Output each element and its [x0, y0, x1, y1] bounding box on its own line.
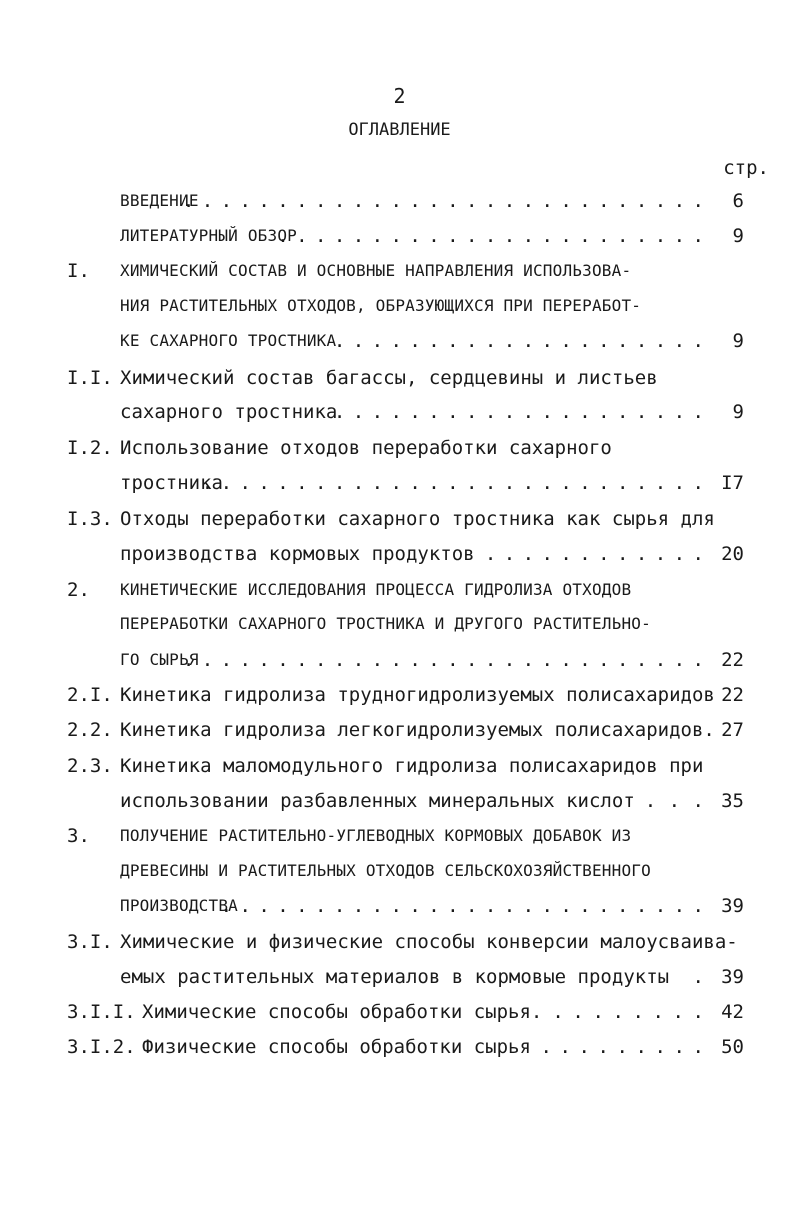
- toc-page-number[interactable]: 22: [721, 684, 744, 706]
- toc-entry-text[interactable]: сахарного тростника: [120, 401, 338, 423]
- page-column-label: стр.: [723, 157, 769, 179]
- section-number: 3.I.: [67, 931, 113, 953]
- toc-entry-text[interactable]: Кинетика гидролиза трудногидролизуемых полисахаридов: [120, 684, 715, 706]
- toc-entry-text[interactable]: Кинетика гидролиза легкогидролизуемых полисахаридов.: [120, 719, 715, 741]
- toc-line: [0, 752, 799, 780]
- dot-leader: . . . . . . . . . . . . . . . . . . . .: [333, 401, 704, 423]
- toc-page-number[interactable]: 50: [721, 1036, 744, 1058]
- section-number: I.I.: [67, 367, 113, 389]
- toc-page-number[interactable]: 20: [721, 543, 744, 565]
- section-number: 3.: [67, 825, 90, 847]
- toc-page-number[interactable]: 27: [721, 719, 744, 741]
- toc-line: [0, 576, 799, 604]
- toc-entry-text[interactable]: ВВЕДЕНИЕ: [120, 191, 199, 210]
- toc-page-number[interactable]: 9: [732, 225, 744, 247]
- toc-entry-text[interactable]: тростника: [120, 472, 223, 494]
- section-number: 2.2.: [67, 719, 113, 741]
- toc-line: [0, 822, 799, 850]
- section-number: 3.I.I.: [67, 1001, 136, 1023]
- dot-leader: . . . . . . . . . . . . . . . . . . . . . . .: [277, 225, 704, 247]
- toc-entry-text[interactable]: ХИМИЧЕСКИЙ СОСТАВ И ОСНОВНЫЕ НАПРАВЛЕНИЯ ИСПОЛЬЗОВА-: [120, 261, 632, 280]
- toc-line: [0, 505, 799, 533]
- toc-line: [0, 222, 799, 250]
- toc-page-number[interactable]: 6: [732, 190, 744, 212]
- dot-leader: . . . . . . . . .: [540, 1036, 704, 1058]
- toc-entry-text[interactable]: Отходы переработки сахарного тростника как сырья для: [120, 508, 715, 530]
- toc-line: [0, 434, 799, 462]
- toc-entry-text[interactable]: Химические способы обработки сырья.: [142, 1001, 543, 1023]
- toc-line: [0, 187, 799, 215]
- toc-entry-text[interactable]: Химический состав багассы, сердцевины и листьев: [120, 367, 658, 389]
- toc-line: [0, 540, 799, 568]
- toc-page-number[interactable]: 39: [721, 895, 744, 917]
- toc-line: [0, 787, 799, 815]
- dot-leader: . . . . . . . . . . . . . . . . . . . . . . . . . . .: [201, 472, 704, 494]
- toc-page-number[interactable]: 9: [732, 401, 744, 423]
- toc-heading: ОГЛАВЛЕНИЕ: [348, 120, 451, 140]
- toc-line: [0, 646, 799, 674]
- toc-entry-text[interactable]: ДРЕВЕСИНЫ И РАСТИТЕЛЬНЫХ ОТХОДОВ СЕЛЬСКОХОЗЯЙСТВЕННОГО: [120, 861, 651, 880]
- dot-leader: . . . . . . . .: [552, 1001, 704, 1023]
- toc-page-number[interactable]: I7: [721, 472, 744, 494]
- toc-entry-text[interactable]: Химические и физические способы конверсии малоусваива-: [120, 931, 738, 953]
- toc-entry-text[interactable]: КЕ САХАРНОГО ТРОСТНИКА: [120, 331, 337, 350]
- dot-leader: . . . . . . . . . . . . . . . . . . . . . . . . . . . .: [182, 190, 704, 212]
- section-number: 2.: [67, 579, 90, 601]
- toc-page-number[interactable]: 22: [721, 649, 744, 671]
- section-number: 2.I.: [67, 684, 113, 706]
- toc-page-number[interactable]: 9: [732, 330, 744, 352]
- toc-entry-text[interactable]: емых растительных материалов в кормовые продукты: [120, 966, 670, 988]
- dot-leader: . . . . . . . . . . . . . . . . . . . . . . . . . . . .: [182, 649, 704, 671]
- toc-line: [0, 963, 799, 991]
- toc-line: [0, 327, 799, 355]
- toc-line: [0, 257, 799, 285]
- toc-line: [0, 857, 799, 885]
- dot-leader: . . . . . . . . . . . .: [484, 543, 704, 565]
- dot-leader: .: [692, 966, 704, 988]
- toc-entry-text[interactable]: Физические способы обработки сырья: [142, 1036, 531, 1058]
- toc-entry-text[interactable]: производства кормовых продуктов: [120, 543, 475, 565]
- toc-line: [0, 610, 799, 638]
- toc-entry-text[interactable]: ЛИТЕРАТУРНЫЙ ОБЗОР: [120, 226, 297, 245]
- section-number: 2.3.: [67, 755, 113, 777]
- toc-line: [0, 681, 799, 709]
- section-number: I.: [67, 260, 90, 282]
- section-number: I.2.: [67, 437, 113, 459]
- toc-entry-text[interactable]: ПЕРЕРАБОТКИ САХАРНОГО ТРОСТНИКА И ДРУГОГО РАСТИТЕЛЬНО-: [120, 614, 651, 633]
- dot-leader: . . . . . . . . . . . . . . . . . . . . . . . . . .: [220, 895, 704, 917]
- toc-line: [0, 292, 799, 320]
- toc-line: [0, 469, 799, 497]
- toc-entry-text[interactable]: ПРОИЗВОДСТВА: [120, 896, 238, 915]
- toc-entry-text[interactable]: Кинетика маломодульного гидролиза полисахаридов при: [120, 755, 704, 777]
- toc-entry-text[interactable]: ПОЛУЧЕНИЕ РАСТИТЕЛЬНО-УГЛЕВОДНЫХ КОРМОВЫХ ДОБАВОК ИЗ: [120, 826, 632, 845]
- toc-line: [0, 928, 799, 956]
- toc-entry-text[interactable]: использовании разбавленных минеральных кислот: [120, 790, 635, 812]
- toc-line: [0, 364, 799, 392]
- toc-line: [0, 398, 799, 426]
- toc-entry-text[interactable]: КИНЕТИЧЕСКИЕ ИССЛЕДОВАНИЯ ПРОЦЕССА ГИДРОЛИЗА ОТХОДОВ: [120, 580, 632, 599]
- toc-page-number[interactable]: 42: [721, 1001, 744, 1023]
- toc-entry-text[interactable]: НИЯ РАСТИТЕЛЬНЫХ ОТХОДОВ, ОБРАЗУЮЩИХСЯ ПРИ ПЕРЕРАБОТ-: [120, 296, 642, 315]
- section-number: 3.I.2.: [67, 1036, 136, 1058]
- toc-line: [0, 1033, 799, 1061]
- toc-entry-text[interactable]: Использование отходов переработки сахарного: [120, 437, 612, 459]
- toc-line: [0, 892, 799, 920]
- toc-page-number[interactable]: 35: [721, 790, 744, 812]
- dot-leader: . . .: [644, 790, 704, 812]
- page-number: 2: [393, 84, 406, 108]
- toc-entry-text[interactable]: ГО СЫРЬЯ: [120, 650, 199, 669]
- toc-line: [0, 716, 799, 744]
- section-number: I.3.: [67, 508, 113, 530]
- toc-page-number[interactable]: 39: [721, 966, 744, 988]
- toc-line: [0, 998, 799, 1026]
- dot-leader: . . . . . . . . . . . . . . . . . . . .: [333, 330, 704, 352]
